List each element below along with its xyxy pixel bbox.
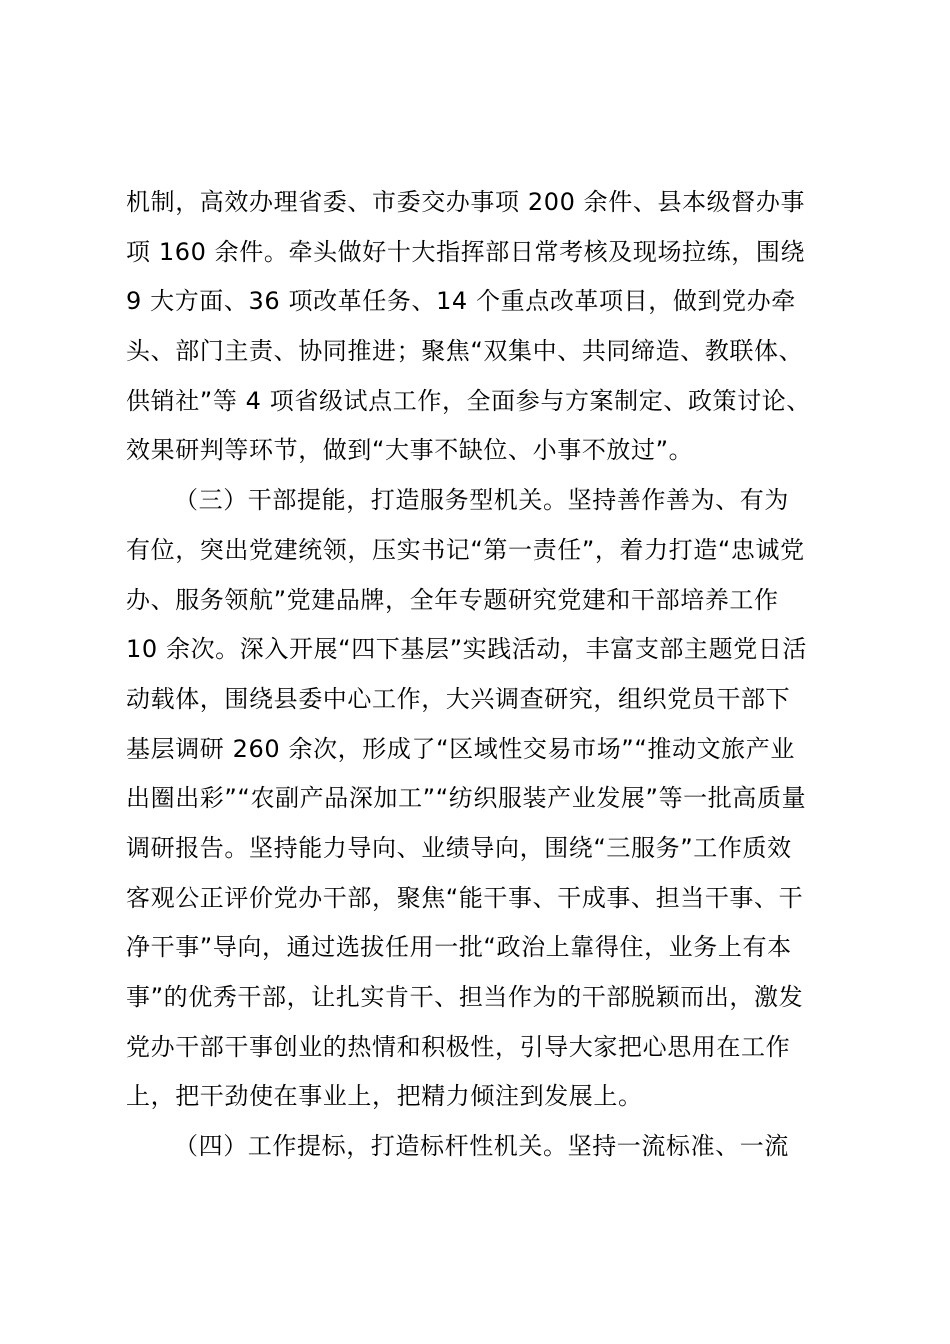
- text-line: 10 余次。深入开展“四下基层”实践活动，丰富支部主题党日活: [126, 635, 808, 664]
- text-line: 事”的优秀干部，让扎实肯干、担当作为的干部脱颖而出，激发: [126, 983, 804, 1011]
- text-line: 项 160 余件。牵头做好十大指挥部日常考核及现场拉练，围绕: [126, 237, 806, 266]
- text-line: 9 大方面、36 项改革任务、14 个重点改革项目，做到党办牵: [126, 287, 796, 316]
- text-line: 动载体，围绕县委中心工作，大兴调查研究，组织党员干部下: [126, 684, 791, 713]
- text-line: 客观公正评价党办干部，聚焦“能干事、干成事、担当干事、干: [126, 883, 804, 912]
- text-line: 基层调研 260 余次，形成了“区域性交易市场”“推动文旅产业: [126, 734, 795, 763]
- text-line: 头、部门主责、协同推进；聚焦“双集中、共同缔造、教联体、: [126, 337, 804, 366]
- text-line: 办、服务领航”党建品牌，全年专题研究党建和干部培养工作: [126, 585, 779, 614]
- section-heading-line: （四）工作提标，打造标杆性机关。坚持一流标准、一流: [174, 1132, 789, 1161]
- text-line: 出圈出彩”“农副产品深加工”“纺织服装产业发展”等一批高质量: [126, 784, 807, 813]
- text-line: 机制，高效办理省委、市委交办事项 200 余件、县本级督办事: [126, 188, 806, 216]
- text-line: 党办干部干事创业的热情和积极性，引导大家把心思用在工作: [126, 1032, 791, 1061]
- text-line: 有位，突出党建统领，压实书记“第一责任”，着力打造“忠诚党: [126, 535, 805, 564]
- text-line: 效果研判等环节，做到“大事不缺位、小事不放过”。: [126, 436, 694, 465]
- text-line: 供销社”等 4 项省级试点工作，全面参与方案制定、政策讨论、: [126, 386, 811, 415]
- document-body: [126, 178, 836, 1172]
- text-line: 上，把干劲使在事业上，把精力倾注到发展上。: [126, 1082, 643, 1111]
- text-line: 净干事”导向，通过选拔任用一批“政治上靠得住，业务上有本: [126, 933, 792, 962]
- section-heading-line: （三）干部提能，打造服务型机关。坚持善作善为、有为: [174, 486, 789, 515]
- text-line: 调研报告。坚持能力导向、业绩导向，围绕“三服务”工作质效: [126, 833, 792, 862]
